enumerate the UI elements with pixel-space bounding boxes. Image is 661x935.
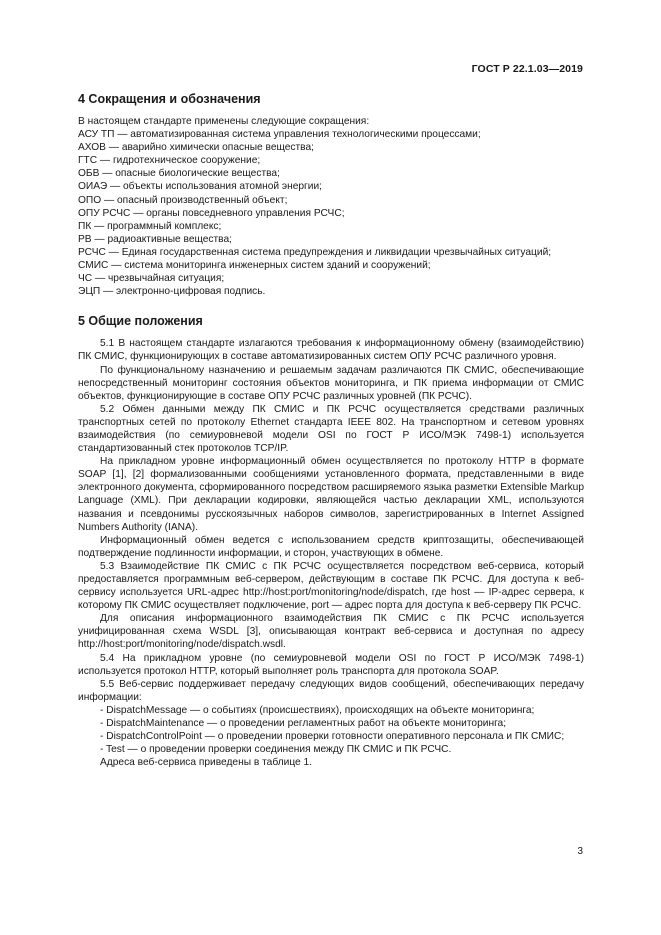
- abbreviation-item: ОБВ — опасные биологические вещества;: [78, 168, 280, 180]
- abbreviation-item: ЭЦП — электронно-цифровая подпись.: [78, 286, 266, 298]
- page-number: 3: [577, 846, 583, 857]
- section-5-title: 5 Общие положения: [78, 314, 203, 329]
- message-type-item: - Test — о проведении проверки соединения между ПК СМИС и ПК РСЧС.: [100, 744, 452, 756]
- section-5-body: [78, 337, 584, 769]
- paragraph: Информационный обмен ведется с использованием средств криптозащиты, обеспечивающей подтверждение подлинности информации, и сторон, участвующих в обмене.: [78, 534, 584, 559]
- section-spacer: [78, 298, 584, 314]
- abbreviation-item: ОПУ РСЧС — органы повседневного управления РСЧС;: [78, 207, 345, 219]
- abbreviation-item: РВ — радиоактивные вещества;: [78, 233, 232, 245]
- paragraph: По функциональному назначению и решаемым задачам различаются ПК СМИС, обеспечивающие непосредственный мониторинг состояния объектов мониторинга, и ПК приема информации от СМИС объектов, функционирующие в составе ОПУ РСЧС различных уровней (ПК РСЧС).: [78, 364, 584, 402]
- abbreviation-item: АХОВ — аварийно химически опасные вещества;: [78, 142, 314, 154]
- abbreviation-item: ГТС — гидротехническое сооружение;: [78, 155, 261, 167]
- paragraph: 5.5 Веб-сервис поддерживает передачу следующих видов сообщений, обеспечивающих передачу информации:: [78, 678, 584, 703]
- abbreviation-item: ОИАЭ — объекты использования атомной энергии;: [78, 181, 322, 193]
- paragraph: 5.4 На прикладном уровне (по семиуровневой модели OSI по ГОСТ Р ИСО/МЭК 7498-1) используется протокол HTTP, который выполняет роль транспорта для протокола SOAP.: [78, 652, 584, 677]
- message-type-item: - DispatchMaintenance — о проведении регламентных работ на объекте мониторинга;: [100, 718, 507, 730]
- abbreviation-item: АСУ ТП — автоматизированная система управления технологическими процессами;: [78, 129, 481, 141]
- paragraph: 5.1 В настоящем стандарте излагаются требования к информационному обмену (взаимодействию) ПК СМИС, функционирующих в составе автоматизированных систем ОПУ РСЧС различного уровня.: [78, 338, 584, 363]
- abbreviation-item: СМИС — система мониторинга инженерных систем зданий и сооружений;: [78, 260, 431, 272]
- paragraph: На прикладном уровне информационный обмен осуществляется по протоколу HTTP в формате SOAP [1], [2] формализованными сообщениями установленного формата, представленными в виде электронного документа, сформированного посредством расширяемого языка разметки Extensible Markup Language (XML). При декларации кодировки, являющейся частью декларации XML, используются названия и псевдонимы русскоязычных наборов символов, зарегистрированных в Internet Assigned Numbers Authority (IANA).: [78, 456, 585, 533]
- abbreviation-item: РСЧС — Единая государственная система предупреждения и ликвидации чрезвычайных ситуаций;: [78, 246, 552, 258]
- message-type-item: - DispatchMessage — о событиях (происшествиях), происходящих на объекте мониторинга;: [100, 704, 535, 716]
- abbreviation-item: ПК — программный комплекс;: [78, 220, 222, 232]
- document-standard-id: ГОСТ Р 22.1.03—2019: [471, 63, 583, 75]
- paragraph: Для описания информационного взаимодействия ПК СМИС с ПК РСЧС используется унифицированная схема WSDL [3], описывающая контракт веб-сервиса и доступная по адресу http://host:port/monitoring/node/dispatch.wsdl.: [78, 613, 584, 651]
- abbreviations-list: [78, 115, 584, 298]
- section-4-title: 4 Сокращения и обозначения: [78, 92, 261, 106]
- abbreviations-intro: В настоящем стандарте применены следующие сокращения:: [78, 116, 370, 127]
- paragraph: Адреса веб-сервиса приведены в таблице 1.: [100, 757, 313, 769]
- paragraph: 5.3 Взаимодействие ПК СМИС с ПК РСЧС осуществляется посредством веб-сервиса, который предоставляется программным веб-сервером, действующим в составе ПК РСЧС. Для доступа к веб-сервису используется URL-адрес http://host:port/monitoring/node/dispatch, где host — IP-адрес сервера, к которому ПК СМИС осуществляет подключение, port — адрес порта для доступа к веб-серверу ПК РСЧС.: [78, 560, 584, 612]
- abbreviation-item: ЧС — чрезвычайная ситуация;: [78, 273, 225, 285]
- page-content: [78, 92, 584, 769]
- paragraph: 5.2 Обмен данными между ПК СМИС и ПК РСЧС осуществляется средствами различных транспортных сетей по протоколу Ethernet стандарта IEEE 802. На транспортном и сетевом уровнях взаимодействия (по семиуровневой модели OSI по ГОСТ Р ИСО/МЭК 7498-1) используется стандартизованный стек протоколов TCP/IP.: [78, 403, 584, 455]
- message-type-item: - DispatchControlPoint — о проведении проверки готовности оперативного персонала и ПК СМИС;: [100, 731, 565, 743]
- abbreviation-item: ОПО — опасный производственный объект;: [78, 194, 288, 206]
